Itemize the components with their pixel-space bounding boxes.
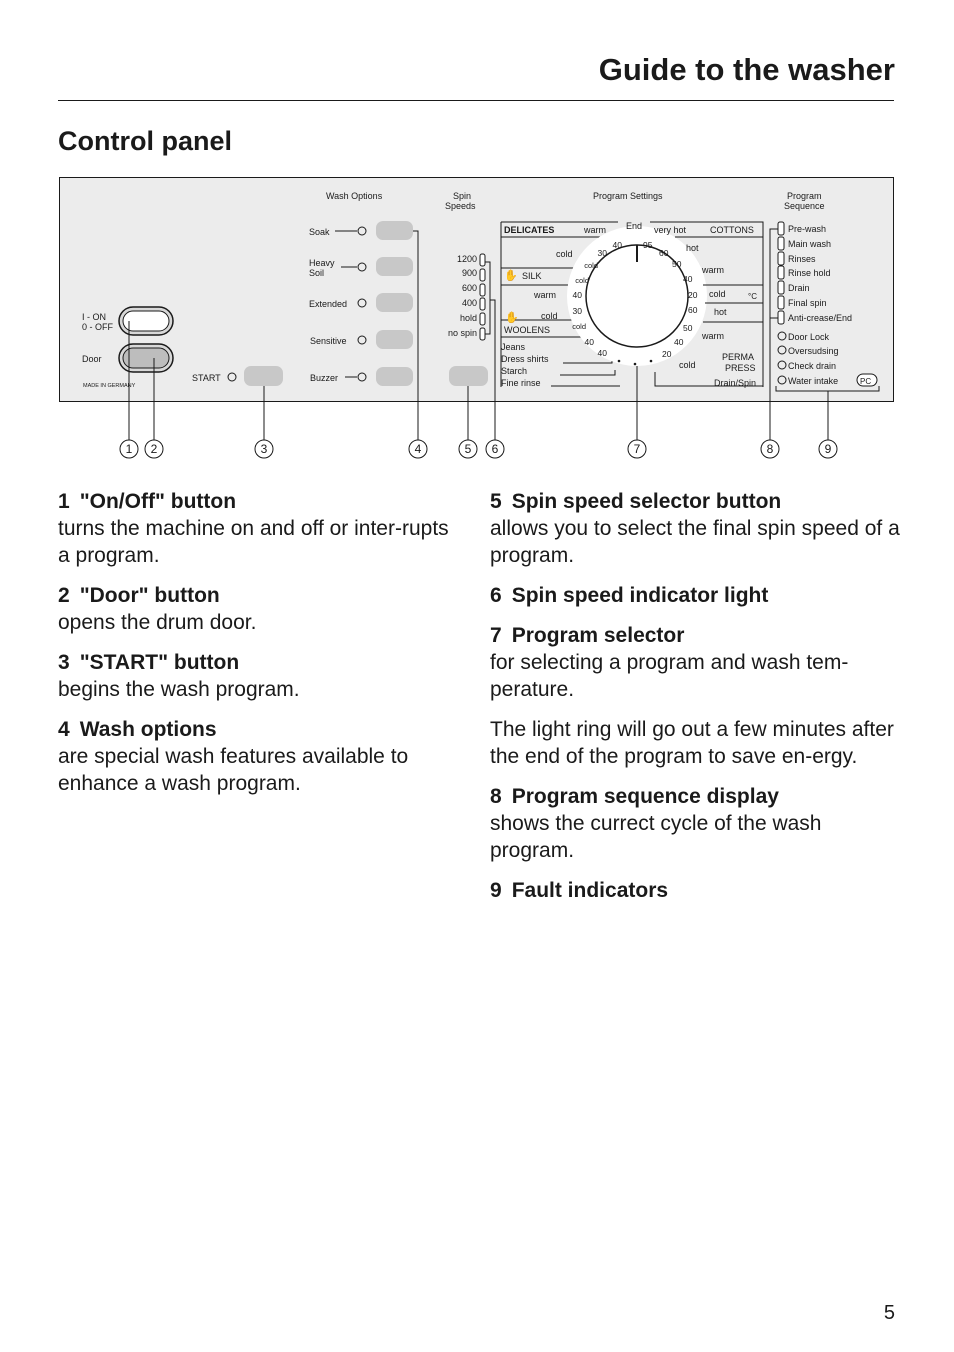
silk-warm: warm bbox=[534, 290, 556, 300]
degree-label: °C bbox=[748, 292, 757, 301]
delicates-cold: cold bbox=[556, 249, 573, 259]
spin-speed-button[interactable] bbox=[449, 366, 488, 386]
callout-6 bbox=[486, 440, 504, 458]
on-off-button[interactable] bbox=[119, 307, 173, 335]
item-title: Spin speed indicator light bbox=[511, 584, 769, 607]
svg-text:60: 60 bbox=[659, 248, 669, 258]
svg-text:Check drain: Check drain bbox=[788, 361, 837, 371]
item-title: "Door" button bbox=[79, 584, 220, 607]
silk-icon: ✋ bbox=[504, 270, 518, 282]
delicates-label: DELICATES bbox=[504, 225, 555, 235]
program-starch: Starch bbox=[501, 366, 528, 376]
item-number: 6 bbox=[490, 584, 502, 607]
svg-text:40: 40 bbox=[683, 274, 693, 284]
wash-option-soak: Soak bbox=[309, 227, 330, 237]
on-label: I - ON bbox=[82, 312, 106, 322]
light-ring-note: The light ring will go out a few minutes after the end of the program to save en-ergy. bbox=[490, 718, 894, 768]
item-body: opens the drum door. bbox=[58, 611, 257, 634]
silk-label: SILK bbox=[522, 271, 542, 281]
item-body: allows you to select the final spin speed of a program. bbox=[490, 517, 900, 567]
callout-4 bbox=[409, 440, 427, 458]
svg-text:40: 40 bbox=[584, 337, 594, 347]
svg-text:8: 8 bbox=[766, 442, 774, 456]
svg-text:30: 30 bbox=[572, 306, 582, 316]
svg-text:95: 95 bbox=[643, 240, 653, 250]
svg-text:3: 3 bbox=[260, 442, 268, 456]
sequence-leds bbox=[778, 222, 784, 324]
perma-warm: warm bbox=[702, 331, 724, 341]
svg-text:Main wash: Main wash bbox=[788, 239, 832, 249]
svg-text:60: 60 bbox=[688, 305, 698, 315]
item-title: Program sequence display bbox=[511, 785, 779, 808]
svg-text:Drain: Drain bbox=[788, 283, 810, 293]
sequence-title-1: Program bbox=[787, 191, 822, 201]
svg-text:7: 7 bbox=[633, 442, 641, 456]
item-number: 4 bbox=[58, 718, 70, 741]
drain-spin-label: Drain/Spin bbox=[714, 378, 757, 388]
svg-text:2: 2 bbox=[150, 442, 158, 456]
control-panel-diagram bbox=[0, 170, 954, 470]
svg-text:cold: cold bbox=[584, 261, 598, 270]
section-title: Control panel bbox=[58, 126, 232, 156]
made-in-label: MADE IN GERMANY bbox=[83, 383, 136, 389]
callout-5 bbox=[459, 440, 477, 458]
svg-text:5: 5 bbox=[464, 442, 472, 456]
svg-text:9: 9 bbox=[824, 442, 832, 456]
program-settings-title: Program Settings bbox=[593, 191, 663, 201]
cottons-label: COTTONS bbox=[710, 225, 754, 235]
callout-8 bbox=[761, 440, 779, 458]
svg-text:4: 4 bbox=[414, 442, 422, 456]
item-title: "START" button bbox=[79, 651, 240, 674]
item-number: 8 bbox=[490, 785, 502, 808]
start-label: START bbox=[192, 373, 221, 383]
perma-hot: hot bbox=[714, 307, 727, 317]
wash-option-extended: Extended bbox=[309, 299, 348, 309]
sequence-title-2: Sequence bbox=[784, 201, 825, 211]
very-hot-label: very hot bbox=[654, 225, 687, 235]
cottons-cold: cold bbox=[709, 289, 726, 299]
page-number: 5 bbox=[883, 1302, 895, 1324]
callout-2 bbox=[145, 440, 163, 458]
item-number: 7 bbox=[490, 624, 502, 647]
callout-3 bbox=[255, 440, 273, 458]
svg-text:Rinses: Rinses bbox=[788, 254, 816, 264]
item-number: 2 bbox=[58, 584, 70, 607]
cottons-hot: hot bbox=[686, 243, 699, 253]
wash-option-soil: Soil bbox=[309, 268, 325, 278]
svg-text:Final spin: Final spin bbox=[788, 298, 827, 308]
woolens-label: WOOLENS bbox=[504, 325, 551, 335]
spin-hold: hold bbox=[459, 313, 477, 323]
wash-option-heavy: Heavy bbox=[309, 258, 335, 268]
perma-label-1: PERMA bbox=[722, 352, 755, 362]
svg-text:30: 30 bbox=[597, 248, 607, 258]
svg-text:20: 20 bbox=[688, 290, 698, 300]
svg-text:Oversudsing: Oversudsing bbox=[788, 346, 839, 356]
perma-cold: cold bbox=[679, 360, 696, 370]
item-body: shows the currect cycle of the wash program. bbox=[490, 812, 822, 862]
svg-text:6: 6 bbox=[491, 442, 499, 456]
callout-7 bbox=[628, 440, 646, 458]
spin-no-spin: no spin bbox=[447, 328, 477, 338]
spin-600: 600 bbox=[461, 283, 477, 293]
svg-text:40: 40 bbox=[674, 337, 684, 347]
svg-text:cold: cold bbox=[572, 322, 586, 331]
program-dress-shirts: Dress shirts bbox=[501, 354, 549, 364]
pc-label: PC bbox=[860, 377, 872, 386]
item-on-off bbox=[58, 488, 458, 569]
item-body: begins the wash program. bbox=[58, 678, 300, 701]
item-title: Fault indicators bbox=[511, 879, 669, 902]
perma-label-2: PRESS bbox=[725, 363, 756, 373]
right-column bbox=[490, 488, 900, 917]
cottons-warm: warm bbox=[702, 265, 724, 275]
item-spin-light bbox=[490, 582, 900, 609]
svg-text:1: 1 bbox=[125, 442, 133, 456]
item-title: Program selector bbox=[511, 624, 685, 647]
wash-option-sensitive: Sensitive bbox=[310, 336, 347, 346]
woolens-icon: ✋ bbox=[505, 312, 519, 324]
item-number: 9 bbox=[490, 879, 502, 902]
item-number: 1 bbox=[58, 490, 70, 513]
item-body: turns the machine on and off or inter-rupts a program. bbox=[58, 517, 449, 567]
item-door bbox=[58, 582, 458, 636]
item-body: for selecting a program and wash tem-perature. bbox=[490, 651, 849, 701]
item-fault-indicators bbox=[490, 877, 900, 904]
item-start bbox=[58, 649, 458, 703]
wash-option-buzzer: Buzzer bbox=[310, 373, 339, 383]
item-wash-options bbox=[58, 716, 458, 797]
spin-400: 400 bbox=[461, 298, 477, 308]
svg-text:40: 40 bbox=[597, 348, 607, 358]
header-rule bbox=[58, 100, 894, 101]
spin-1200: 1200 bbox=[456, 254, 477, 264]
svg-text:40: 40 bbox=[612, 240, 622, 250]
svg-text:Door Lock: Door Lock bbox=[788, 332, 830, 342]
item-program-selector bbox=[490, 622, 900, 703]
wash-options-title: Wash Options bbox=[326, 191, 383, 201]
callout-9 bbox=[819, 440, 837, 458]
svg-text:50: 50 bbox=[683, 323, 693, 333]
item-number: 3 bbox=[58, 651, 70, 674]
door-label: Door bbox=[82, 354, 102, 364]
svg-text:Anti-crease/End: Anti-crease/End bbox=[788, 313, 853, 323]
start-button[interactable] bbox=[244, 366, 283, 386]
svg-text:50: 50 bbox=[672, 259, 682, 269]
program-jeans: Jeans bbox=[501, 342, 526, 352]
item-number: 5 bbox=[490, 490, 502, 513]
svg-text:Pre-wash: Pre-wash bbox=[788, 224, 827, 234]
delicates-warm: warm bbox=[584, 225, 606, 235]
svg-text:Rinse hold: Rinse hold bbox=[788, 268, 831, 278]
callouts bbox=[120, 440, 837, 458]
off-label: 0 - OFF bbox=[82, 322, 113, 332]
svg-text:Water intake: Water intake bbox=[788, 376, 839, 386]
item-title: Spin speed selector button bbox=[511, 490, 782, 513]
svg-text:40: 40 bbox=[572, 290, 582, 300]
end-label: End bbox=[626, 221, 643, 231]
item-title: Wash options bbox=[79, 718, 217, 741]
item-sequence-display bbox=[490, 783, 900, 864]
woolens-cold: cold bbox=[541, 311, 558, 321]
door-button[interactable] bbox=[119, 344, 173, 372]
spin-title-1: Spin bbox=[453, 191, 472, 201]
callout-1 bbox=[120, 440, 138, 458]
item-spin-selector bbox=[490, 488, 900, 569]
spin-title-2: Speeds bbox=[445, 201, 476, 211]
svg-text:cold: cold bbox=[575, 276, 589, 285]
svg-text:20: 20 bbox=[662, 349, 672, 359]
page-title: Guide to the washer bbox=[598, 52, 895, 87]
spin-900: 900 bbox=[461, 268, 477, 278]
item-title: "On/Off" button bbox=[79, 490, 237, 513]
program-fine-rinse: Fine rinse bbox=[501, 378, 541, 388]
left-column bbox=[58, 488, 458, 810]
item-body: are special wash features available to enhance a wash program. bbox=[58, 745, 409, 795]
